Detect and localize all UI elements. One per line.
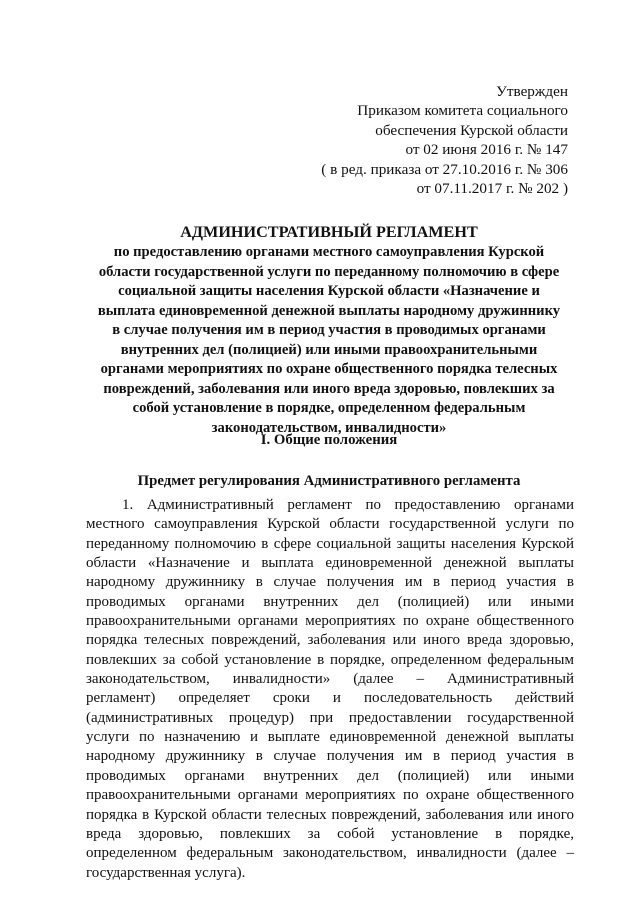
subtitle-line: выплата единовременной денежной выплаты народному дружиннику (97, 302, 561, 319)
approval-line: от 07.11.2017 г. № 202 ) (416, 180, 568, 198)
subtitle-line: по предоставлению органами местного самоуправления Курской (113, 244, 545, 260)
paragraph-line: проводимых органами внутренних дел (полицией) или иными (86, 593, 574, 610)
subtitle-line: социальной защиты населения Курской области «Назначение и (118, 283, 540, 299)
approval-line: от 02 июня 2016 г. № 147 (405, 141, 568, 159)
paragraph-line: законодательством, инвалидности» (далее – Административный (86, 671, 574, 688)
subtitle-line: собой установление в порядке, определенном федеральным (132, 400, 526, 416)
paragraph-line: местного самоуправления Курской области государственной услуги по (86, 516, 574, 533)
paragraph-line: повлекших за собой установление в порядке, определенном федеральным (86, 651, 574, 668)
paragraph-1 (86, 496, 574, 883)
approval-line: Утвержден (496, 83, 568, 100)
paragraph-line: переданному полномочию в сфере социальной защиты населения Курской (86, 535, 574, 552)
subtitle-line: внутренних дел (полицией) или иными правоохранительными (120, 341, 538, 358)
document-title-block (84, 222, 574, 438)
paragraph-line: проводимых органами внутренних дел (полицией) или иными (86, 767, 574, 784)
section-heading: I. Общие положения (260, 432, 398, 448)
section-subheading: Предмет регулирования Административного регламента (137, 473, 521, 489)
approval-line: ( в ред. приказа от 27.10.2016 г. № 306 (321, 160, 568, 178)
paragraph-line: регламент) определяет сроки и последовательность действий (86, 690, 574, 707)
paragraph-line: (административных процедур) при предоставлении государственной (86, 709, 574, 726)
paragraph-line: определенном федеральным законодательством, инвалидности (далее – (86, 845, 574, 862)
subtitle-line: органами мероприятиях по охране общественного порядка телесных (100, 361, 558, 377)
paragraph-line: порядка телесных повреждений, заболевания или иного вреда здоровью, (86, 632, 574, 649)
subtitle-line: в случае получения им в период участия в проводимых органами (112, 322, 546, 338)
approval-stamp-block (321, 82, 568, 198)
subtitle-line: законодательством, инвалидности» (211, 419, 447, 436)
paragraph-line: 1. Административный регламент по предоставлению органами (122, 497, 574, 513)
document-title: АДМИНИСТРАТИВНЫЙ РЕГЛАМЕНТ (180, 223, 478, 241)
paragraph-line: народному дружиннику в случае получения им в период участия в (86, 574, 574, 591)
paragraph-line: народному дружиннику в случае получения им в период участия в (86, 748, 574, 765)
approval-line: Приказом комитета социального (357, 102, 568, 120)
paragraph-line: вреда здоровью, повлекших за собой установление в порядке, (86, 825, 574, 842)
paragraph-line: государственная услуга). (86, 864, 246, 881)
paragraph-line: порядка в Курской области телесных повреждений, заболевания или иного (86, 806, 574, 823)
subtitle-line: области государственной услуги по переданному полномочию в сфере (98, 263, 560, 280)
paragraph-line: правоохранительными органами мероприятиях по охране общественного (86, 787, 574, 804)
document-subtitle (84, 243, 574, 438)
approval-line: обеспечения Курской области (375, 121, 568, 139)
paragraph-line: правоохранительными органами мероприятиях по охране общественного (86, 613, 574, 630)
subtitle-line: повреждений, заболевания или иного вреда здоровью, повлекших за (103, 380, 555, 397)
paragraph-line: услуги по назначению и выплате единовременной денежной выплаты (86, 729, 574, 746)
paragraph-line: области «Назначение и выплата единовременной денежной выплаты (86, 555, 574, 572)
